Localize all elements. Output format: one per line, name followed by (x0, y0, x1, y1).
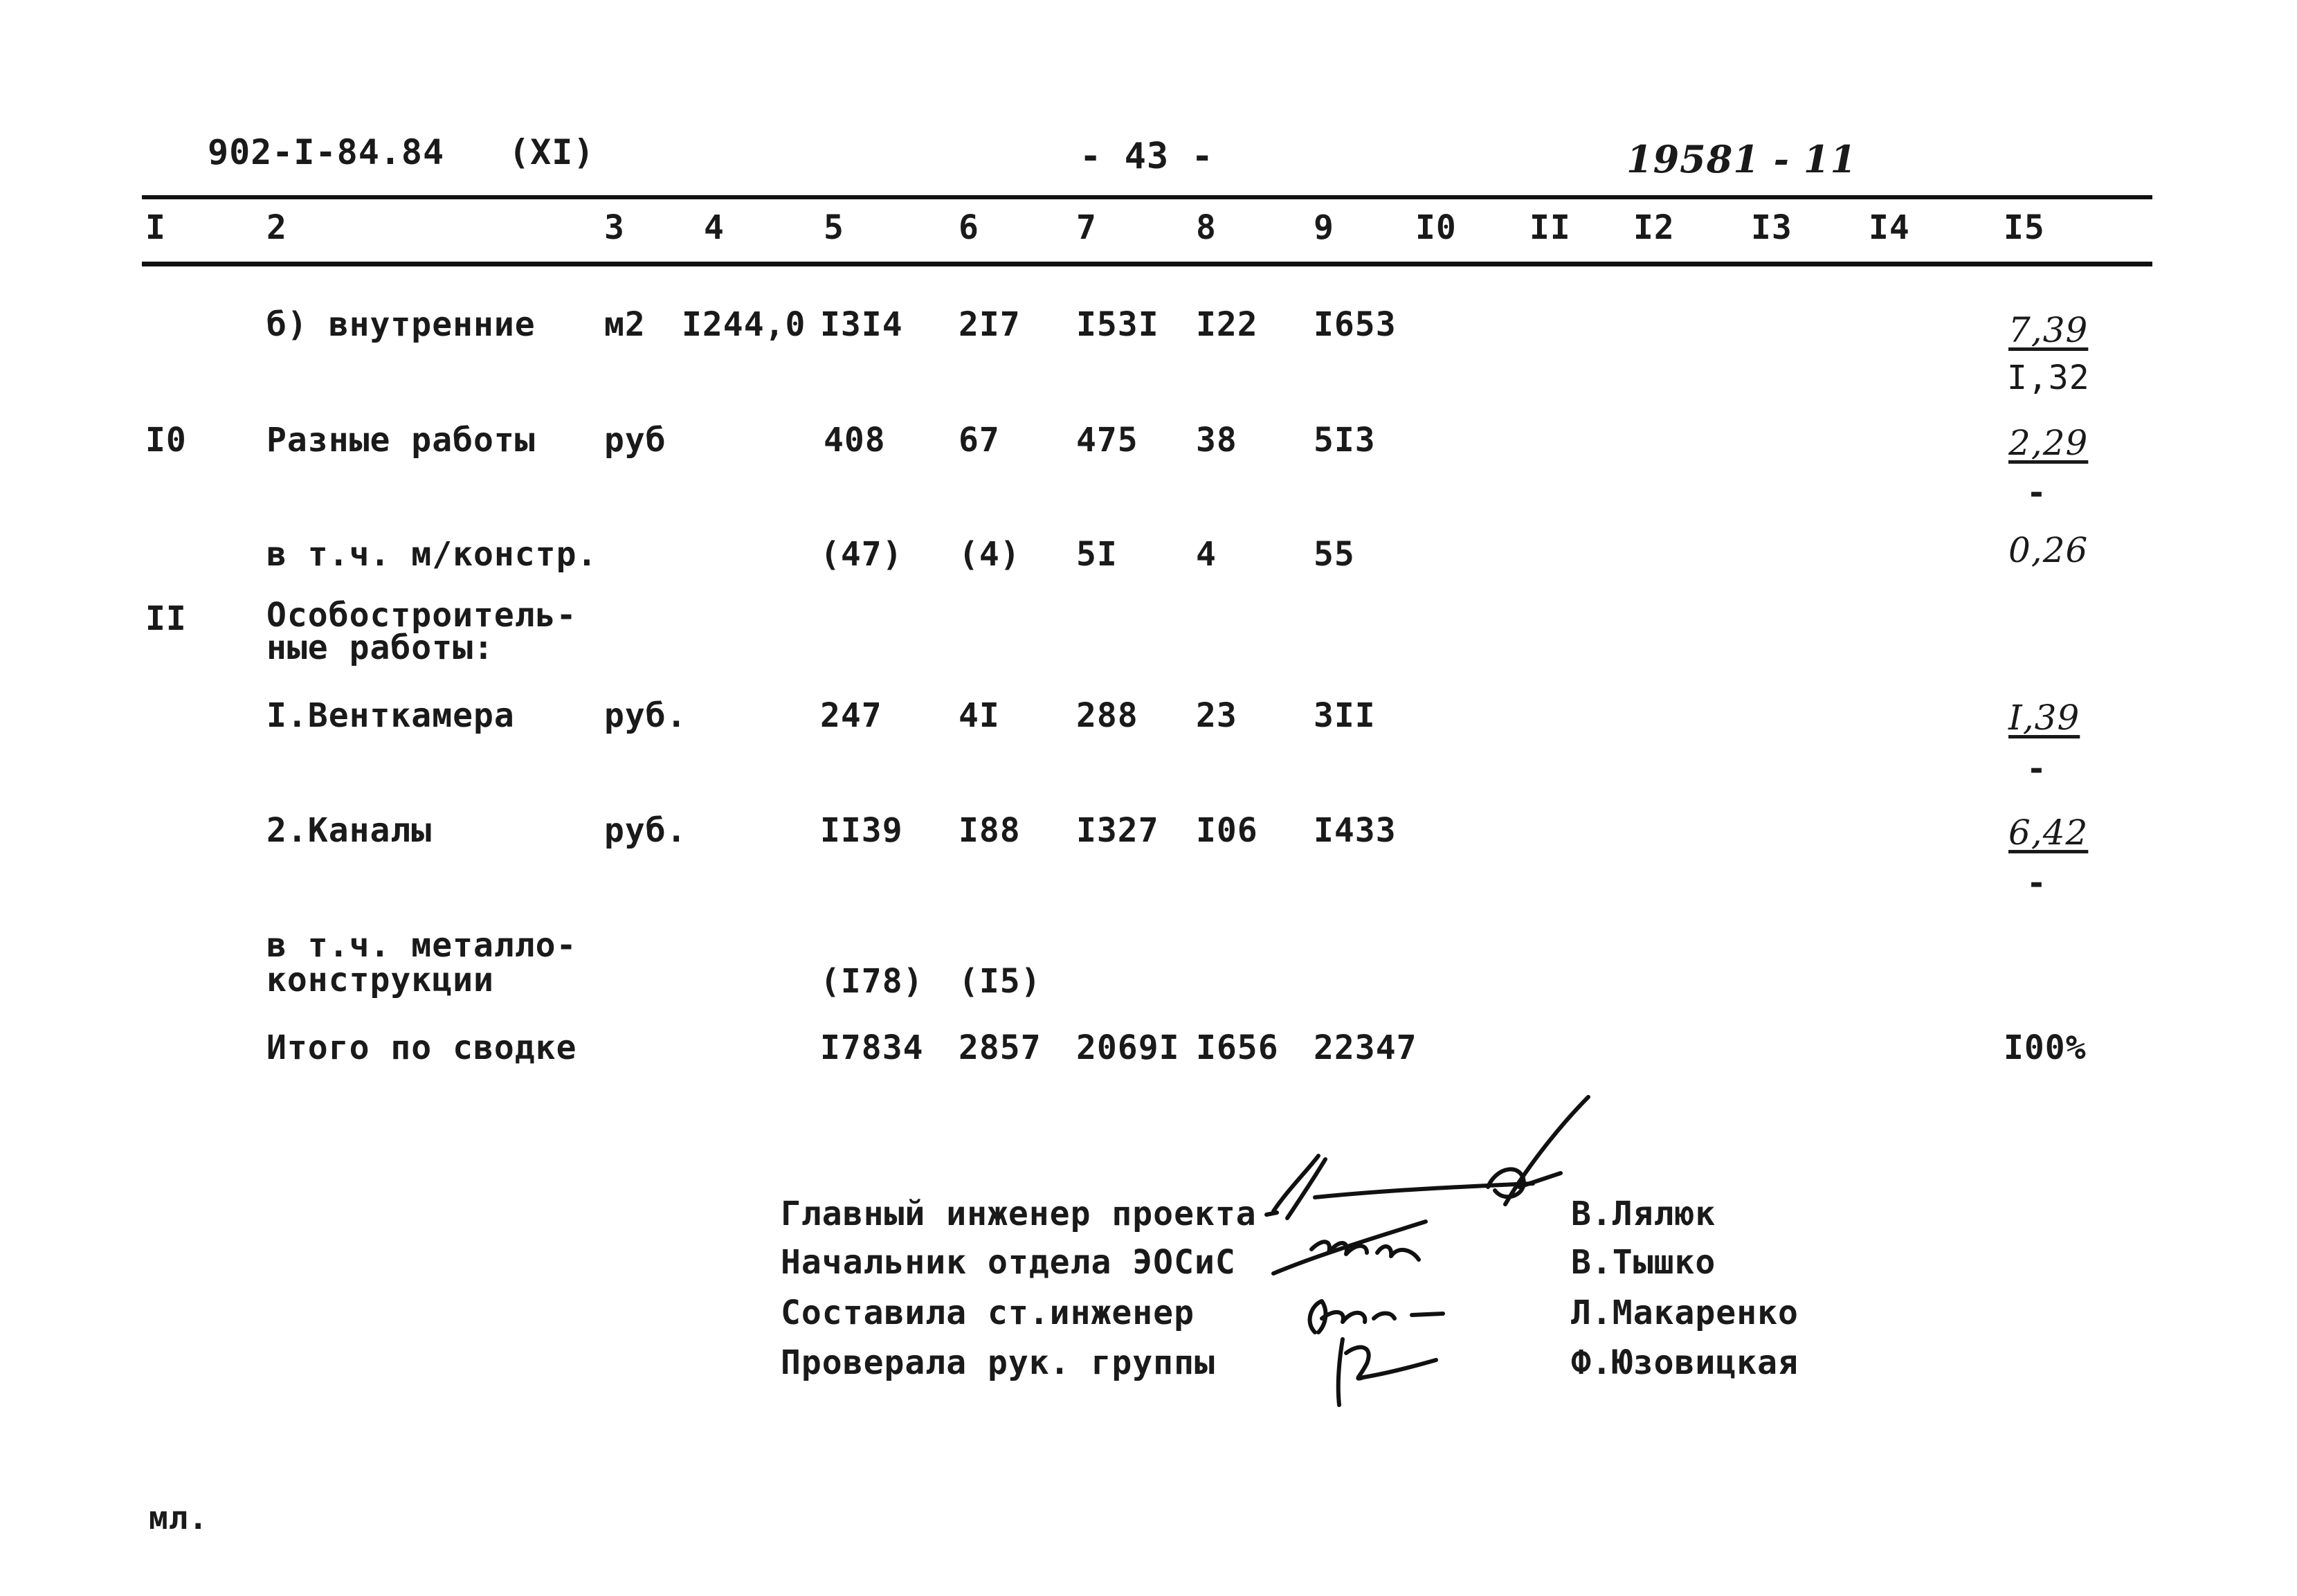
row-name: Особостроитель- (266, 596, 577, 635)
column-header: I3 (1751, 208, 1792, 247)
signatory-name: В.Тышко (1571, 1243, 1716, 1282)
row-unit: руб. (604, 696, 687, 735)
cell-col15: 0,26 (2008, 530, 2089, 570)
cell-col9: 55 (1314, 535, 1355, 574)
column-header: I (145, 208, 166, 247)
signature-role: Проверала рук. группы (781, 1343, 1215, 1382)
row-name: I.Венткамера (266, 696, 515, 735)
signatory-name: Л.Макаренко (1571, 1294, 1799, 1332)
column-header: 8 (1196, 208, 1217, 247)
section-label: (XI) (509, 132, 595, 172)
row-name-continued: ные работы: (266, 628, 494, 667)
signature-role: Начальник отдела ЭОСиС (781, 1243, 1236, 1282)
row-unit: м2 (604, 305, 646, 344)
cell-col5: I3I4 (820, 305, 903, 344)
cell-col9: I433 (1314, 811, 1397, 850)
row-name: в т.ч. металло- (266, 926, 577, 965)
cell-col8: I22 (1196, 305, 1258, 344)
cell-col7: 288 (1076, 696, 1138, 735)
column-header: 7 (1076, 208, 1097, 247)
cell-col8: 4 (1196, 535, 1217, 574)
cell-col15-sub: - (2026, 864, 2047, 903)
document-code: 902-I-84.84 (208, 132, 445, 172)
row-name: 2.Каналы (266, 811, 433, 850)
header-bottom-rule (142, 262, 2152, 266)
cell-col8: I06 (1196, 811, 1258, 850)
signatory-name: Ф.Юзовицкая (1571, 1343, 1799, 1382)
signature-role: Главный инженер проекта (781, 1195, 1257, 1233)
cell-col7: 475 (1076, 421, 1138, 460)
column-header: II (1529, 208, 1571, 247)
cell-col7: I53I (1076, 305, 1159, 344)
column-header: I4 (1869, 208, 1910, 247)
cell-col15-sub: - (2026, 750, 2047, 788)
row-name: в т.ч. м/констр. (266, 535, 598, 574)
cell-col4: I244,0 (682, 305, 806, 344)
cell-col8: I656 (1196, 1028, 1279, 1067)
cell-col6: (I5) (959, 962, 1042, 1001)
cell-col6: (4) (959, 535, 1021, 574)
cell-col7: 5I (1076, 535, 1118, 574)
row-unit: руб (604, 421, 666, 460)
cell-col15-sub: I,32 (2007, 359, 2090, 397)
cell-col5: 408 (824, 421, 886, 460)
cell-col15: 2,29 (2008, 423, 2089, 463)
archive-number: 19581 - 11 (1626, 137, 1858, 181)
row-name: Разные работы (266, 421, 536, 460)
row-number: I0 (145, 421, 187, 460)
cell-col6: 2857 (959, 1028, 1042, 1067)
cell-col5: II39 (820, 811, 903, 850)
signature-role: Составила ст.инженер (781, 1294, 1195, 1332)
cell-col6: 67 (959, 421, 1000, 460)
column-header: 3 (604, 208, 625, 247)
column-header: I5 (2004, 208, 2045, 247)
cell-col15: 7,39 (2008, 310, 2089, 350)
row-name: б) внутренние (266, 305, 536, 344)
cell-col9: 3II (1314, 696, 1376, 735)
cell-col9: 5I3 (1314, 421, 1376, 460)
row-unit: руб. (604, 811, 687, 850)
cell-col5: (I78) (820, 962, 924, 1001)
row-name: Итого по сводке (266, 1028, 577, 1067)
column-header: I2 (1633, 208, 1675, 247)
cell-col15: I,39 (2008, 698, 2080, 738)
cell-col7: I327 (1076, 811, 1159, 850)
cell-col8: 23 (1196, 696, 1237, 735)
cell-col15-sub: - (2026, 473, 2047, 512)
footer-mark: мл. (149, 1499, 209, 1536)
cell-col15: 6,42 (2008, 813, 2089, 853)
cell-col9: I653 (1314, 305, 1397, 344)
cell-col15: I00% (2004, 1028, 2087, 1067)
cell-col5: (47) (820, 535, 903, 574)
cell-col8: 38 (1196, 421, 1237, 460)
column-header: 6 (959, 208, 979, 247)
row-name-continued: конструкции (266, 961, 494, 999)
cell-col5: I7834 (820, 1028, 924, 1067)
column-header: 9 (1314, 208, 1334, 247)
cell-col7: 2069I (1076, 1028, 1180, 1067)
cell-col6: I88 (959, 811, 1021, 850)
signatory-name: В.Лялюк (1571, 1195, 1716, 1233)
column-header: I0 (1415, 208, 1457, 247)
cell-col6: 2I7 (959, 305, 1021, 344)
column-header: 5 (824, 208, 844, 247)
column-header: 4 (704, 208, 725, 247)
cell-col6: 4I (959, 696, 1000, 735)
page-number: - 43 - (1080, 136, 1214, 177)
header-top-rule (142, 195, 2152, 199)
cell-col9: 22347 (1314, 1028, 1417, 1067)
row-number: II (145, 599, 187, 638)
cell-col5: 247 (820, 696, 882, 735)
column-header: 2 (266, 208, 287, 247)
